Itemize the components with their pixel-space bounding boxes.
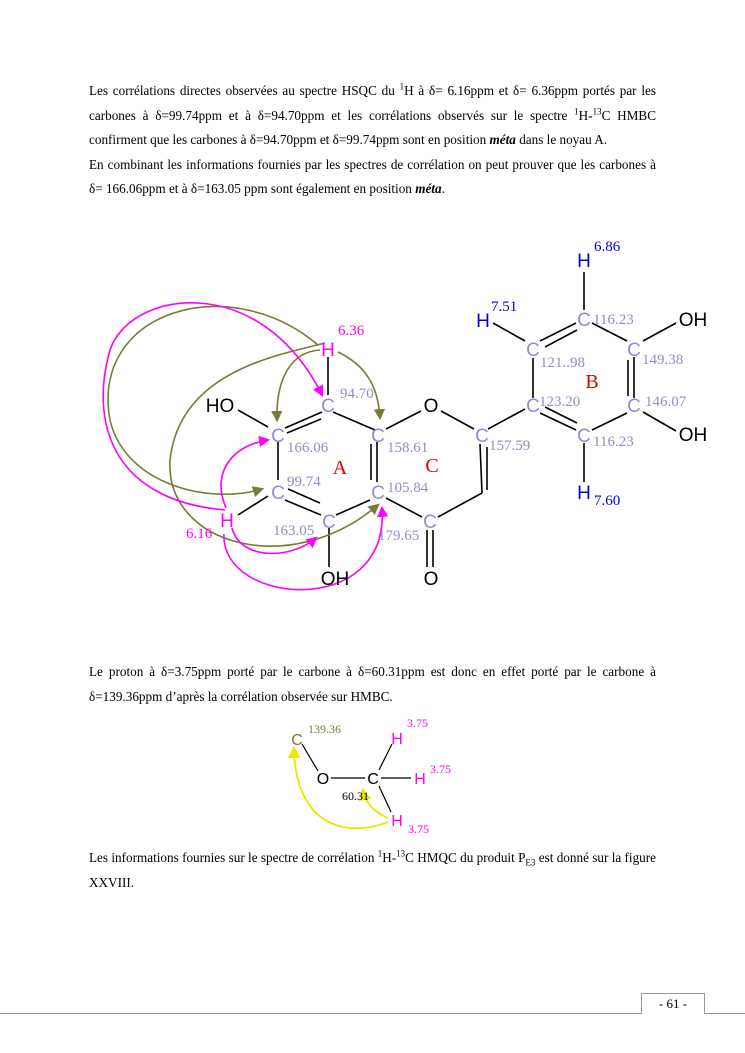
atom-oh-b-bottom: OH: [678, 425, 708, 446]
atom-c-9470: C: [321, 396, 335, 417]
atom-oh-a: OH: [320, 569, 350, 590]
atom-c-9974: C: [271, 483, 285, 504]
shift-c-11623-top: 116.23: [593, 312, 634, 328]
atom-o-ring: O: [423, 396, 439, 417]
atom-c-16305: C: [322, 512, 336, 533]
paragraph-1: Les corrélations directes observées au spectre HSQC du $^1$H à δ= 6.16ppm et δ= 6.36ppm portés par les carbones à δ=99.74ppm et à δ=94.70ppm et les corrélations observés sur le spectre $^1$H-$^{13}$C HMBC confirment que les carbones à δ=94.70ppm et δ=99.74ppm sont en position méta dans le noyau A.: [89, 81, 656, 147]
ring-label-b: B: [585, 371, 599, 393]
atom-c-12320: C: [526, 396, 540, 417]
page-number: - 61 -: [641, 993, 705, 1014]
methoxy-atom-h-right: H: [414, 771, 426, 788]
paragraph-hmqc: [89, 846, 656, 895]
atom-oh-b-top: OH: [678, 310, 708, 331]
shift-c-9974: 99.74: [287, 474, 321, 490]
atom-h-751: H: [476, 311, 490, 332]
shift-h-751: 7.51: [491, 299, 518, 315]
atom-c-12198: C: [526, 340, 540, 361]
atom-c-10584: C: [371, 483, 385, 504]
shift-c-10584: 105.84: [387, 480, 429, 496]
atom-h-760: H: [577, 483, 591, 504]
paragraph-2: En combinant les informations fournies par les spectres de corrélation on peut prouver que les carbones à δ= 166.06ppm et à δ=163.05 ppm sont également en position méta.: [89, 156, 656, 196]
atoms: [206, 251, 708, 590]
methoxy-atom-h-top: H: [391, 731, 403, 748]
shift-c-15759: 157.59: [489, 438, 531, 454]
shift-c-14938: 149.38: [642, 352, 684, 368]
shift-c-17965: 179.65: [378, 528, 420, 544]
shift-c-12198: 121..98: [540, 355, 585, 371]
methoxy-shift-c-6031: 60.31: [342, 789, 369, 803]
atom-h-616: H: [220, 511, 234, 532]
atom-o-carbonyl: O: [423, 569, 439, 590]
atom-c-11623-bottom: C: [577, 426, 591, 447]
atom-c-15759: C: [475, 426, 489, 447]
shift-h-686: 6.86: [594, 239, 621, 255]
atom-ho-a: HO: [205, 396, 235, 417]
atom-h-686: H: [577, 251, 591, 272]
hmbc-arrow-h616-c16606: [221, 440, 268, 508]
footer-rule: [0, 1013, 745, 1014]
shift-c-11623-bottom: 116.23: [593, 434, 634, 450]
methoxy-atom-h-bottom: H: [391, 813, 403, 830]
methoxy-atom-o: O: [316, 771, 330, 788]
shift-h-616: 6.16: [186, 526, 213, 542]
hmbc-arrow-h636-c16606: [277, 350, 320, 420]
atom-c-14607: C: [627, 396, 641, 417]
shift-c-12320: 123.20: [539, 394, 581, 410]
methoxy-shift-h-bottom: 3.75: [408, 822, 429, 836]
atom-c-17965: C: [423, 512, 437, 533]
shift-c-15861: 158.61: [387, 440, 429, 456]
shift-labels: [186, 239, 687, 544]
shift-c-14607: 146.07: [645, 394, 687, 410]
methoxy-atom-c-13936: C: [291, 732, 303, 749]
methoxy-fragment-diagram: [291, 716, 451, 836]
shift-c-16305: 163.05: [273, 523, 315, 539]
atom-c-15861: C: [371, 426, 385, 447]
shift-c-16606: 166.06: [287, 440, 329, 456]
hmbc-correlations: [103, 303, 382, 590]
shift-h-636: 6.36: [338, 323, 365, 339]
methoxy-shift-h-right: 3.75: [430, 762, 451, 776]
ring-label-a: A: [332, 457, 348, 479]
methoxy-shift-c-13936: 139.36: [308, 722, 341, 736]
paragraph-3: Le proton à δ=3.75ppm porté par le carbone à δ=60.31ppm est donc en effet porté par le carbone à δ=139.36ppm d’après la corrélation observée sur HMBC.: [89, 664, 656, 704]
shift-c-9470: 94.70: [340, 386, 374, 402]
atom-h-636: H: [321, 340, 335, 361]
methoxy-hmbc-arrow: [294, 748, 388, 828]
ring-label-c: C: [425, 455, 439, 477]
hmbc-arrow-h636-c15861: [338, 352, 380, 418]
paragraph-methoxy: [89, 660, 656, 709]
atom-c-11623-top: C: [577, 310, 591, 331]
atom-c-14938: C: [627, 340, 641, 361]
shift-h-760: 7.60: [594, 493, 621, 509]
methoxy-atom-c-ch3: C: [367, 771, 379, 788]
paragraph-4: Les informations fournies sur le spectre de corrélation $^1$H-$^{13}$C HMQC du produit $P_{E3}$ est donné sur la figure XXVIII.: [89, 848, 657, 890]
atom-c-16606: C: [271, 426, 285, 447]
methoxy-shift-h-top: 3.75: [407, 716, 428, 730]
